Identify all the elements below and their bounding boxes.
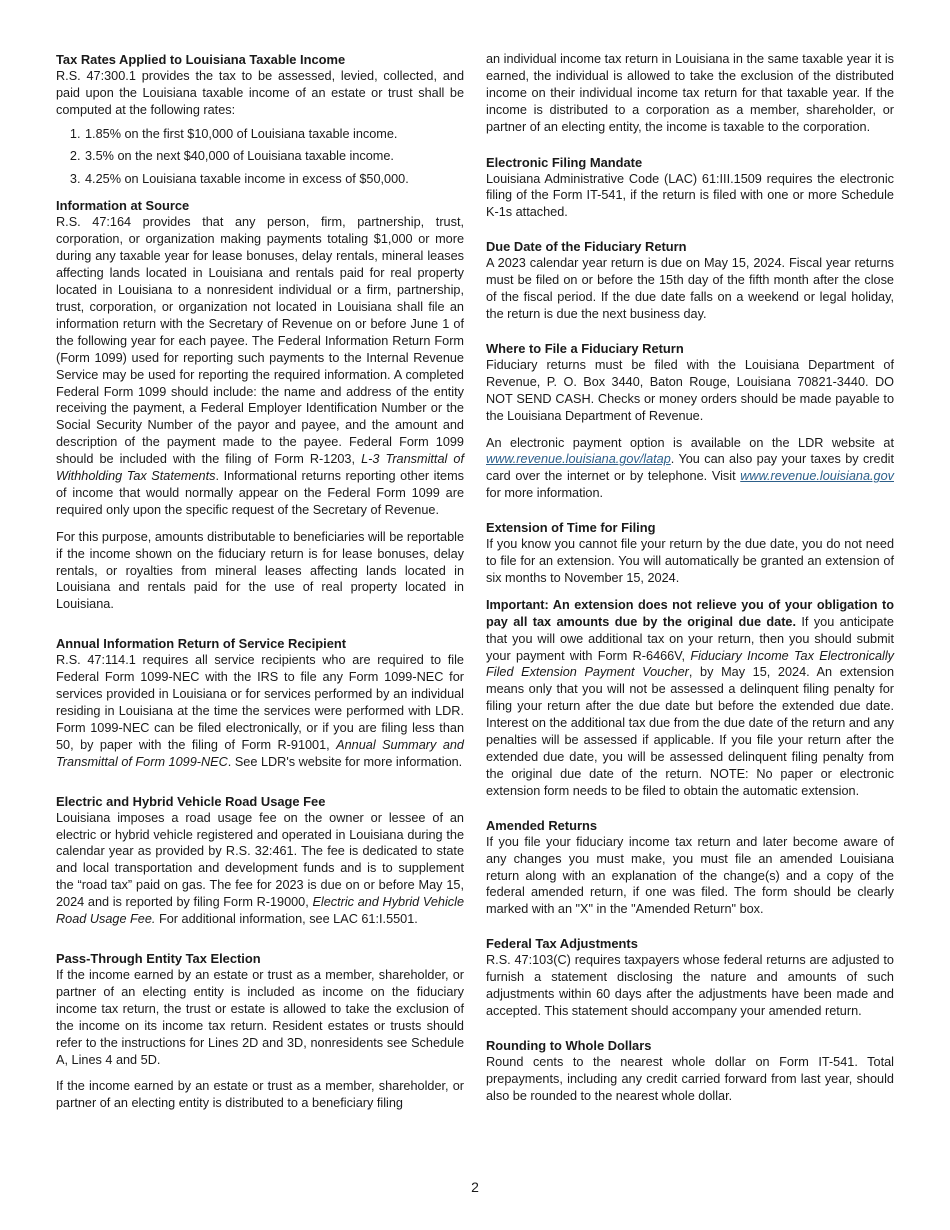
section-road-usage-fee <box>56 793 464 928</box>
section-heading: Due Date of the Fiduciary Return <box>486 239 687 255</box>
section-heading: Extension of Time for Filing <box>486 520 656 536</box>
paragraph: If the income earned by an estate or trust as a member, shareholder, or partner of an electing entity is distributed to a beneficiary filing <box>56 1079 464 1111</box>
section-pass-through-entity <box>56 950 464 1112</box>
paragraph: R.S. 47:114.1 requires all service recipients who are required to file Federal Form 1099-NEC with the IRS to file any Form 1099-NEC for services provided in Louisiana or for services performed by an individual residing in Louisiana at the time the services were performed with LDR. Form 1099-NEC can be filed electronically, or if you are filing less than 50, by paper with the filing of Form R-91001, Annual Summary and Transmittal of Form 1099-NEC. See LDR's website for more information. <box>56 653 464 769</box>
section-amended-returns <box>486 817 894 919</box>
section-heading: Where to File a Fiduciary Return <box>486 340 684 356</box>
paragraph: R.S. 47:300.1 provides the tax to be assessed, levied, collected, and paid upon the Louisiana taxable income of an estate or trust shall be computed at the following rates: <box>56 69 464 117</box>
section-annual-information-return <box>56 635 464 770</box>
revenue-website-link[interactable]: www.revenue.louisiana.gov <box>740 469 894 484</box>
paragraph: Important: An extension does not relieve you of your obligation to pay all tax amounts due by the original due date. If you anticipate that you will owe additional tax on your return, then you should submit your payment with Form R-6466V, Fiduciary Income Tax Electronically Filed Extension Payment Voucher, by May 15, 2024. An extension means only that you will not be assessed a delinquent filing penalty for filing your return after the due date but before the extended due date. Interest on the additional tax due from the due date of the return and any penalties will be assessed if applicable. If you file your return after the extended due date, you will be assessed delinquent filing penalty from the original due date of the return. NOTE: No paper or electronic extension form needs to be filed to obtain the automatic extension. <box>486 597 895 798</box>
paragraph: an individual income tax return in Louisiana in the same taxable year it is earned, the individual is allowed to take the exclusion of the distributed income on their individual income tax return for that taxable year. If the income is distributed to a corporation as a member, shareholder, or partner of an electing entity, the income is taxable to the corporation. <box>486 52 894 134</box>
paragraph: R.S. 47:103(C) requires taxpayers whose federal returns are adjusted to furnish a statement disclosing the nature and amounts of such adjustments within 60 days after the adjustments have been made and accepted. This statement should accompany your amended return. <box>486 953 894 1018</box>
latap-link[interactable]: www.revenue.louisiana.gov/latap <box>486 452 671 467</box>
list-item: 2. 3.5% on the next $40,000 of Louisiana taxable income. <box>84 148 464 165</box>
section-heading: Tax Rates Applied to Louisiana Taxable Income <box>56 52 346 67</box>
paragraph: Fiduciary returns must be filed with the Louisiana Department of Revenue, P. O. Box 3440, Baton Rouge, Louisiana 70821-3440. DO NOT SEND CASH. Checks or money orders should be made payable to the Louisiana Department of Revenue. <box>486 357 894 423</box>
paragraph: A 2023 calendar year return is due on May 15, 2024. Fiscal year returns must be filed on or before the 15th day of the fifth month after the close of the fiscal period. If the due date falls on a weekend or legal holiday, the return is due the next business day. <box>486 256 894 321</box>
section-heading: Pass-Through Entity Tax Election <box>56 950 261 966</box>
section-due-date <box>486 238 894 323</box>
section-extension <box>486 519 894 800</box>
section-rounding <box>486 1037 894 1105</box>
section-information-at-source <box>56 197 464 613</box>
section-electronic-filing-mandate <box>486 154 894 222</box>
section-where-to-file <box>486 340 894 502</box>
section-federal-adjustments <box>486 935 894 1020</box>
right-column <box>486 51 894 1120</box>
section-tax-rates <box>56 51 464 187</box>
section-heading: Electronic Filing Mandate <box>486 154 643 170</box>
list-item: 3. 4.25% on Louisiana taxable income in excess of $50,000. <box>84 171 464 188</box>
paragraph: Louisiana Administrative Code (LAC) 61:III.1509 requires the electronic filing of the Form IT-541, if the return is filed with one or more Schedule K-1s attached. <box>486 171 894 220</box>
page-number: 2 <box>471 1179 479 1195</box>
paragraph: If the income earned by an estate or trust as a member, shareholder, or partner of an electing entity is included as income on the fiduciary income tax return, the trust or estate is allowed to take the exclusion of the income on its income tax return. Resident estates or trusts should refer to the instructions for Lines 2D and 3D, nonresidents see Schedule A, Lines 4 and 5D. <box>56 967 464 1067</box>
section-heading: Federal Tax Adjustments <box>486 936 638 952</box>
paragraph: Louisiana imposes a road usage fee on the owner or lessee of an electric or hybrid vehicle registered and operated in Louisiana during the calendar year as provided by R.S. 32:461. The fee is dedicated to state and local transportation and development funds and is to supplement the “road tax” paid on gas. The fee for 2023 is due on or before May 15, 2024 and is reported by filing Form R-19000, Electric and Hybrid Vehicle Road Usage Fee. For additional information, see LAC 61:I.5501. <box>56 810 464 927</box>
paragraph: For this purpose, amounts distributable to beneficiaries will be reportable if the income shown on the fiduciary return is for lease bonuses, delay rentals, or royalties from mineral leases affecting lands located in Louisiana and rentals paid for the use of real property located in Louisiana. <box>56 529 464 612</box>
list-item: 1. 1.85% on the first $10,000 of Louisiana taxable income. <box>84 126 464 143</box>
rates-list <box>56 126 464 188</box>
section-pass-through-continued <box>486 51 894 136</box>
paragraph: An electronic payment option is available on the LDR website at www.revenue.louisiana.gov/latap. You can also pay your taxes by credit card over the internet or by telephone. Visit www.revenue.louisiana.gov for more information. <box>486 435 894 501</box>
section-heading: Information at Source <box>56 198 190 214</box>
section-heading: Electric and Hybrid Vehicle Road Usage Fee <box>56 793 326 809</box>
left-column <box>56 51 464 1127</box>
section-heading: Amended Returns <box>486 817 598 833</box>
paragraph: If you file your fiduciary income tax return and later become aware of any changes you must make, you must file an amended Louisiana return along with an explanation of the change(s) and a copy of the federal amended return, if one was filed. The form should be clearly marked with an "X" in the "Amended Return" box. <box>486 834 894 917</box>
section-heading: Annual Information Return of Service Recipient <box>56 636 347 652</box>
paragraph: If you know you cannot file your return by the due date, you do not need to file for an extension. You will automatically be granted an extension of six months to November 15, 2024. <box>486 537 894 585</box>
paragraph: R.S. 47:164 provides that any person, firm, partnership, trust, corporation, or organization making payments totaling $1,000 or more during any taxable year for lease bonuses, delay rentals, mineral leases affecting lands located in Louisiana and rentals paid for real property located in Louisiana to a nonresident individual or a firm, partnership, trust, corporation, or organization not located in Louisiana shall file an information return with the Secretary of Revenue on or before June 1 of the following year for each payee. The Federal Information Return Form (Form 1099) used for reporting such payments to the Internal Revenue Service may be used for reporting the required information. A completed Federal Form 1099 should include: the name and address of the entity receiving the payment, a Federal Employer Identification Number or the Social Security Number of the payor and payee, and the amount and description of the payment made to the payee. Federal Form 1099 should be included with the filing of Form R-1203, L-3 Transmittal of Withholding Tax Statements. Informational returns reporting other items of income that would normally appear on the Federal Form 1099 are required only upon the specific request of the Secretary of Revenue. <box>56 215 464 517</box>
section-heading: Rounding to Whole Dollars <box>486 1037 652 1053</box>
paragraph: Round cents to the nearest whole dollar on Form IT-541. Total prepayments, including any credit carried forward from last year, should also be rounded to the nearest whole dollar. <box>486 1054 894 1103</box>
